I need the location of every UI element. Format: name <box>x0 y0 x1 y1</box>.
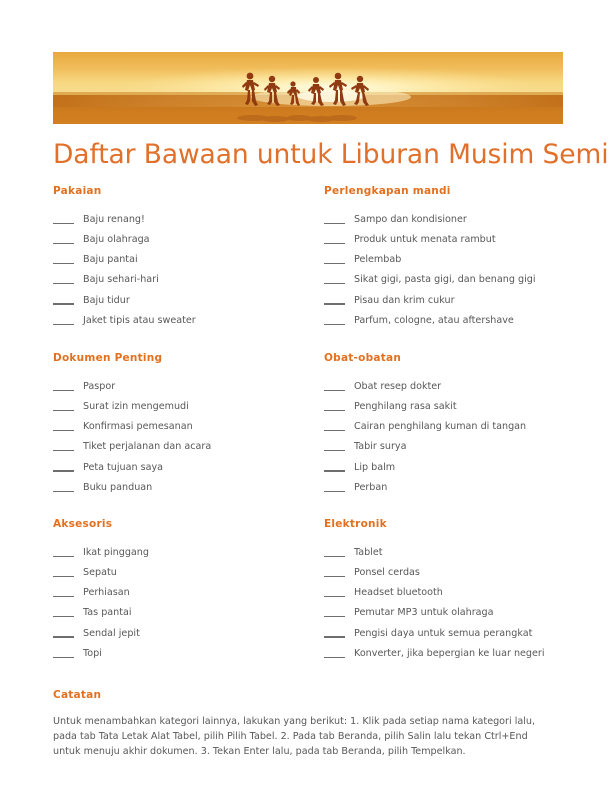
list-item[interactable] <box>324 540 589 560</box>
section-dokumen-penting <box>53 352 313 495</box>
item-label: Baju sehari-hari <box>83 274 159 286</box>
item-label: Obat resep dokter <box>354 380 442 392</box>
checklist-perlengkapan-mandi <box>324 207 589 328</box>
list-item[interactable] <box>324 267 589 287</box>
item-label: Pengisi daya untuk semua perangkat <box>354 627 533 639</box>
item-label: Peta tujuan saya <box>83 461 164 473</box>
item-label: Pisau dan krim cukur <box>354 294 455 306</box>
list-item[interactable] <box>53 287 313 307</box>
blank-line[interactable] <box>324 324 345 325</box>
item-label: Perhiasan <box>83 587 130 599</box>
blank-line[interactable] <box>324 596 345 597</box>
item-label: Topi <box>83 647 102 659</box>
blank-line[interactable] <box>53 450 74 451</box>
blank-line[interactable] <box>53 596 74 597</box>
blank-line[interactable] <box>324 430 345 431</box>
list-item[interactable] <box>53 227 313 247</box>
item-label: Baju olahraga <box>83 233 150 245</box>
notes-section <box>53 689 558 760</box>
blank-line[interactable] <box>53 324 74 325</box>
list-item[interactable] <box>324 620 589 640</box>
blank-line[interactable] <box>324 556 345 557</box>
notes-body-text: Untuk menambahkan kategori lainnya, lakukan yang berikut: 1. Klik pada setiap nama kategori lalu, pada tab Tata Letak Alat Tabel, pilih Pilih Tabel. 2. Pada tab Beranda, pilih Salin lalu tekan Ctrl+End untuk menuju akhir dokumen. 3. Tekan Enter lalu, pada tab Beranda, pilih Tempelkan. <box>53 715 536 758</box>
blank-line[interactable] <box>324 243 345 244</box>
item-label: Tas pantai <box>83 607 132 619</box>
blank-line[interactable] <box>324 636 345 637</box>
blank-line[interactable] <box>324 263 345 264</box>
item-label: Konfirmasi pemesanan <box>83 421 193 433</box>
blank-line[interactable] <box>53 636 74 637</box>
list-item[interactable] <box>53 414 313 434</box>
blank-line[interactable] <box>324 283 345 284</box>
header-banner-image <box>53 52 563 124</box>
blank-line[interactable] <box>324 576 345 577</box>
blank-line[interactable] <box>53 657 74 658</box>
section-perlengkapan-mandi <box>324 185 589 328</box>
list-item[interactable] <box>53 394 313 414</box>
list-item[interactable] <box>324 374 589 394</box>
item-label: Baju pantai <box>83 254 138 266</box>
list-item[interactable] <box>324 287 589 307</box>
blank-line[interactable] <box>324 410 345 411</box>
blank-line[interactable] <box>53 556 74 557</box>
list-item[interactable] <box>53 434 313 454</box>
section-heading: Dokumen Penting <box>53 352 163 364</box>
page-title: Daftar Bawaan untuk Liburan Musim Semi <box>53 139 609 170</box>
item-label: Ikat pinggang <box>83 546 149 558</box>
section-heading: Perlengkapan mandi <box>324 185 451 197</box>
blank-line[interactable] <box>53 223 74 224</box>
list-item[interactable] <box>324 308 589 328</box>
list-item[interactable] <box>324 247 589 267</box>
list-item[interactable] <box>53 374 313 394</box>
list-item[interactable] <box>53 540 313 560</box>
blank-line[interactable] <box>53 616 74 617</box>
list-item[interactable] <box>324 560 589 580</box>
blank-line[interactable] <box>324 491 345 492</box>
item-label: Pelembab <box>354 254 402 266</box>
notes-heading: Catatan <box>53 689 102 701</box>
item-label: Sikat gigi, pasta gigi, dan benang gigi <box>354 274 536 286</box>
section-heading: Obat-obatan <box>324 352 402 364</box>
list-item[interactable] <box>53 580 313 600</box>
list-item[interactable] <box>53 247 313 267</box>
item-label: Paspor <box>83 380 116 392</box>
item-label: Surat izin mengemudi <box>83 400 189 412</box>
list-item[interactable] <box>53 267 313 287</box>
item-label: Baju renang! <box>83 213 145 225</box>
blank-line[interactable] <box>324 616 345 617</box>
blank-line[interactable] <box>324 223 345 224</box>
item-label: Buku panduan <box>83 481 153 493</box>
list-item[interactable] <box>53 620 313 640</box>
list-item[interactable] <box>324 454 589 474</box>
checklist-aksesoris <box>53 540 313 661</box>
item-label: Sampo dan kondisioner <box>354 213 467 225</box>
item-label: Jaket tipis atau sweater <box>83 314 196 326</box>
item-label: Konverter, jika bepergian ke luar negeri <box>354 647 545 659</box>
list-item[interactable] <box>324 475 589 495</box>
list-item[interactable] <box>324 434 589 454</box>
list-item[interactable] <box>53 475 313 495</box>
item-label: Tiket perjalanan dan acara <box>83 441 212 453</box>
item-label: Penghilang rasa sakit <box>354 400 457 412</box>
blank-line[interactable] <box>53 470 74 471</box>
checklist-elektronik <box>324 540 589 661</box>
section-heading: Pakaian <box>53 185 102 197</box>
blank-line[interactable] <box>53 410 74 411</box>
blank-line[interactable] <box>53 303 74 304</box>
blank-line[interactable] <box>53 263 74 264</box>
blank-line[interactable] <box>53 390 74 391</box>
item-label: Lip balm <box>354 461 396 473</box>
blank-line[interactable] <box>324 303 345 304</box>
item-label: Produk untuk menata rambut <box>354 233 496 245</box>
blank-line[interactable] <box>53 576 74 577</box>
item-label: Perban <box>354 481 388 493</box>
list-item[interactable] <box>53 641 313 661</box>
list-item[interactable] <box>53 308 313 328</box>
blank-line[interactable] <box>324 390 345 391</box>
item-label: Parfum, cologne, atau aftershave <box>354 314 514 326</box>
blank-line[interactable] <box>53 491 74 492</box>
blank-line[interactable] <box>53 283 74 284</box>
list-item[interactable] <box>324 600 589 620</box>
blank-line[interactable] <box>53 243 74 244</box>
item-label: Baju tidur <box>83 294 130 306</box>
section-heading: Elektronik <box>324 518 387 530</box>
section-aksesoris <box>53 518 313 661</box>
blank-line[interactable] <box>324 450 345 451</box>
list-item[interactable] <box>324 414 589 434</box>
checklist-obat-obatan <box>324 374 589 495</box>
section-pakaian <box>53 185 313 328</box>
list-item[interactable] <box>324 580 589 600</box>
item-label: Sepatu <box>83 566 117 578</box>
blank-line[interactable] <box>53 430 74 431</box>
section-obat-obatan <box>324 352 589 495</box>
list-item[interactable] <box>53 454 313 474</box>
blank-line[interactable] <box>324 470 345 471</box>
blank-line[interactable] <box>324 657 345 658</box>
item-label: Headset bluetooth <box>354 587 443 599</box>
beach-sunset-illustration <box>53 52 563 124</box>
list-item[interactable] <box>53 207 313 227</box>
list-item[interactable] <box>324 207 589 227</box>
item-label: Cairan penghilang kuman di tangan <box>354 421 527 433</box>
item-label: Pemutar MP3 untuk olahraga <box>354 607 494 619</box>
list-item[interactable] <box>324 227 589 247</box>
item-label: Ponsel cerdas <box>354 566 420 578</box>
checklist-pakaian <box>53 207 313 328</box>
list-item[interactable] <box>53 560 313 580</box>
list-item[interactable] <box>324 394 589 414</box>
item-label: Tablet <box>354 546 383 558</box>
section-heading: Aksesoris <box>53 518 113 530</box>
item-label: Tabir surya <box>354 441 407 453</box>
checklist-dokumen-penting <box>53 374 313 495</box>
list-item[interactable] <box>324 641 589 661</box>
item-label: Sendal jepit <box>83 627 140 639</box>
list-item[interactable] <box>53 600 313 620</box>
section-elektronik <box>324 518 589 661</box>
